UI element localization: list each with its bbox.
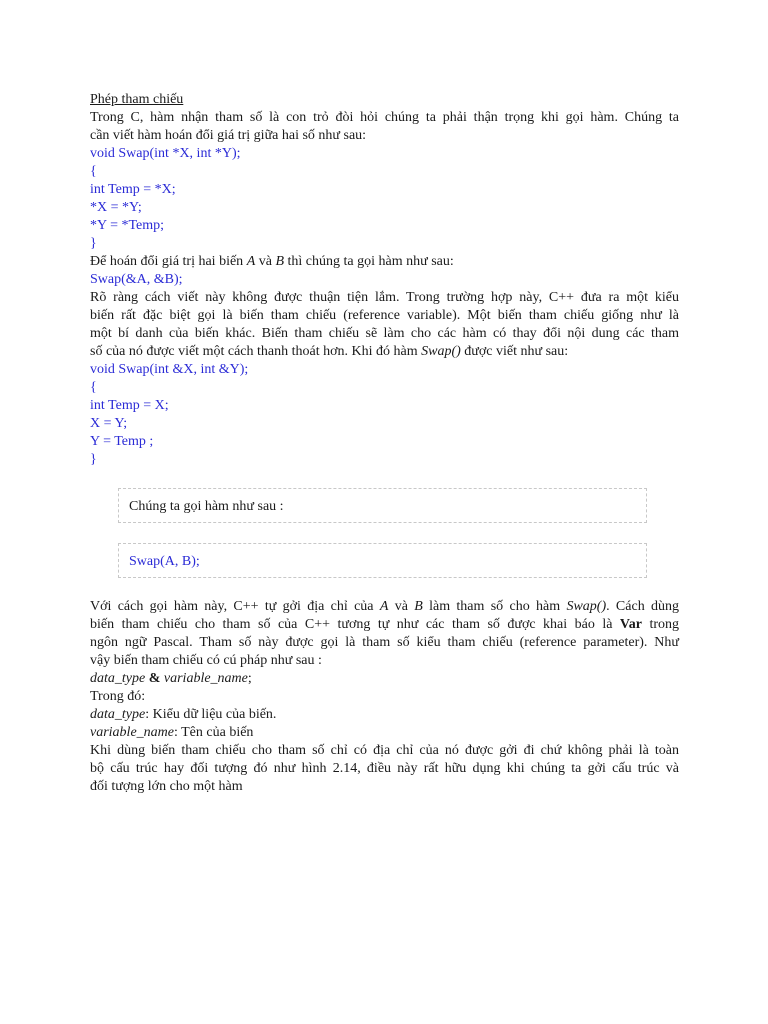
var-b: B	[275, 254, 285, 269]
swap-intro-after: thì chúng ta gọi hàm như sau:	[284, 254, 454, 269]
intro-line-1: Trong C, hàm nhận tham số là con trỏ đòi hỏi chúng ta phải thận trọng khi gọi hàm. Chúng ta	[90, 110, 679, 125]
code1-line-5: *Y = *Temp;	[90, 218, 165, 233]
para3-var-b: B	[414, 599, 423, 614]
para3-keyword-var: Var	[619, 617, 642, 632]
section-title: Phép tham chiếu	[90, 92, 184, 107]
call-code-box	[118, 543, 647, 578]
para3-line-1	[90, 598, 679, 616]
para3-var-a: A	[379, 599, 389, 614]
para2-line4-before: số của nó được viết một cách thanh thoát hơn. Khi đó hàm	[90, 344, 422, 359]
where-line: Trong đó:	[90, 689, 146, 704]
para3-line-2	[90, 616, 679, 634]
code1-line-4: *X = *Y;	[90, 200, 142, 215]
syntax-line	[90, 670, 679, 688]
code2-line-6: }	[90, 452, 97, 467]
code2-line-4: X = Y;	[90, 416, 128, 431]
para2-line-3: một bí danh của biến khác. Biến tham chiếu sẽ làm cho các hàm có thay đổi nội dung các tham	[90, 326, 679, 341]
code1-line-1: void Swap(int *X, int *Y);	[90, 146, 241, 161]
para2-line-2: biến rất đặc biệt gọi là biến tham chiếu (reference variable). Một biến tham chiếu giống như là	[90, 308, 679, 323]
document-bottom-section	[90, 598, 679, 796]
swap-intro-before: Để hoán đổi giá trị hai biến	[90, 254, 247, 269]
def2-term: variable_name	[90, 725, 174, 740]
def2-line	[90, 724, 679, 742]
code2-line-3: int Temp = X;	[90, 398, 169, 413]
syntax-name: variable_name	[163, 671, 248, 686]
para3-l1-and: và	[388, 599, 415, 614]
call-code-text: Swap(A, B);	[129, 554, 200, 569]
code1-line-2: {	[90, 164, 97, 179]
document-top-section	[90, 91, 679, 469]
code1-line-6: }	[90, 236, 97, 251]
para4-line-1: Khi dùng biến tham chiếu cho tham số chỉ có địa chỉ của nó được gởi đi chứ không phải là toàn	[90, 743, 679, 758]
para2-line-1: Rõ ràng cách viết này không được thuận tiện lắm. Trong trường hợp này, C++ đưa ra một kiểu	[90, 290, 679, 305]
code2-line-2: {	[90, 380, 97, 395]
swap-intro-and: và	[255, 254, 276, 269]
intro-line-2: cần viết hàm hoán đổi giá trị giữa hai số như sau:	[90, 128, 367, 143]
para3-l2-a: biến tham chiếu cho tham số của C++ tương tự như các tham số được khai báo là	[90, 617, 620, 632]
para4-line-3: đối tượng lớn cho một hàm	[90, 779, 243, 794]
code2-line-5: Y = Temp ;	[90, 434, 154, 449]
para3-l2-b: trong	[641, 617, 680, 632]
def1-term: data_type	[90, 707, 146, 722]
syntax-amp: &	[145, 671, 164, 686]
swap-intro-line	[90, 253, 679, 271]
syntax-semi: ;	[247, 671, 252, 686]
def1-desc: : Kiểu dữ liệu của biến.	[145, 707, 277, 722]
para3-line-3: ngôn ngữ Pascal. Tham số này được gọi là tham số kiểu tham chiếu (reference parameter). Như	[90, 635, 679, 650]
var-a: A	[246, 254, 256, 269]
call-note-box	[118, 488, 647, 523]
para3-line-4: vậy biến tham chiếu có cú pháp như sau :	[90, 653, 322, 668]
syntax-type: data_type	[90, 671, 146, 686]
para2-line-4	[90, 343, 679, 361]
code1-line-3: int Temp = *X;	[90, 182, 176, 197]
para3-l1-b: làm tham số cho hàm	[422, 599, 567, 614]
call-note-text: Chúng ta gọi hàm như sau :	[129, 499, 284, 514]
call1-line: Swap(&A, &B);	[90, 272, 183, 287]
code2-line-1: void Swap(int &X, int &Y);	[90, 362, 249, 377]
para2-line4-after: được viết như sau:	[460, 344, 569, 359]
para3-l1-c: . Cách dùng	[606, 599, 679, 614]
para2-fn-swap: Swap()	[421, 344, 461, 359]
para3-fn-swap: Swap()	[566, 599, 607, 614]
para3-l1-a: Với cách gọi hàm này, C++ tự gởi địa chỉ của	[90, 599, 380, 614]
def2-desc: : Tên của biến	[173, 725, 254, 740]
def1-line	[90, 706, 679, 724]
para4-line-2: bộ cấu trúc hay đối tượng đó như hình 2.14, điều này rất hữu dụng khi chúng ta gởi cấu trúc và	[90, 761, 679, 776]
